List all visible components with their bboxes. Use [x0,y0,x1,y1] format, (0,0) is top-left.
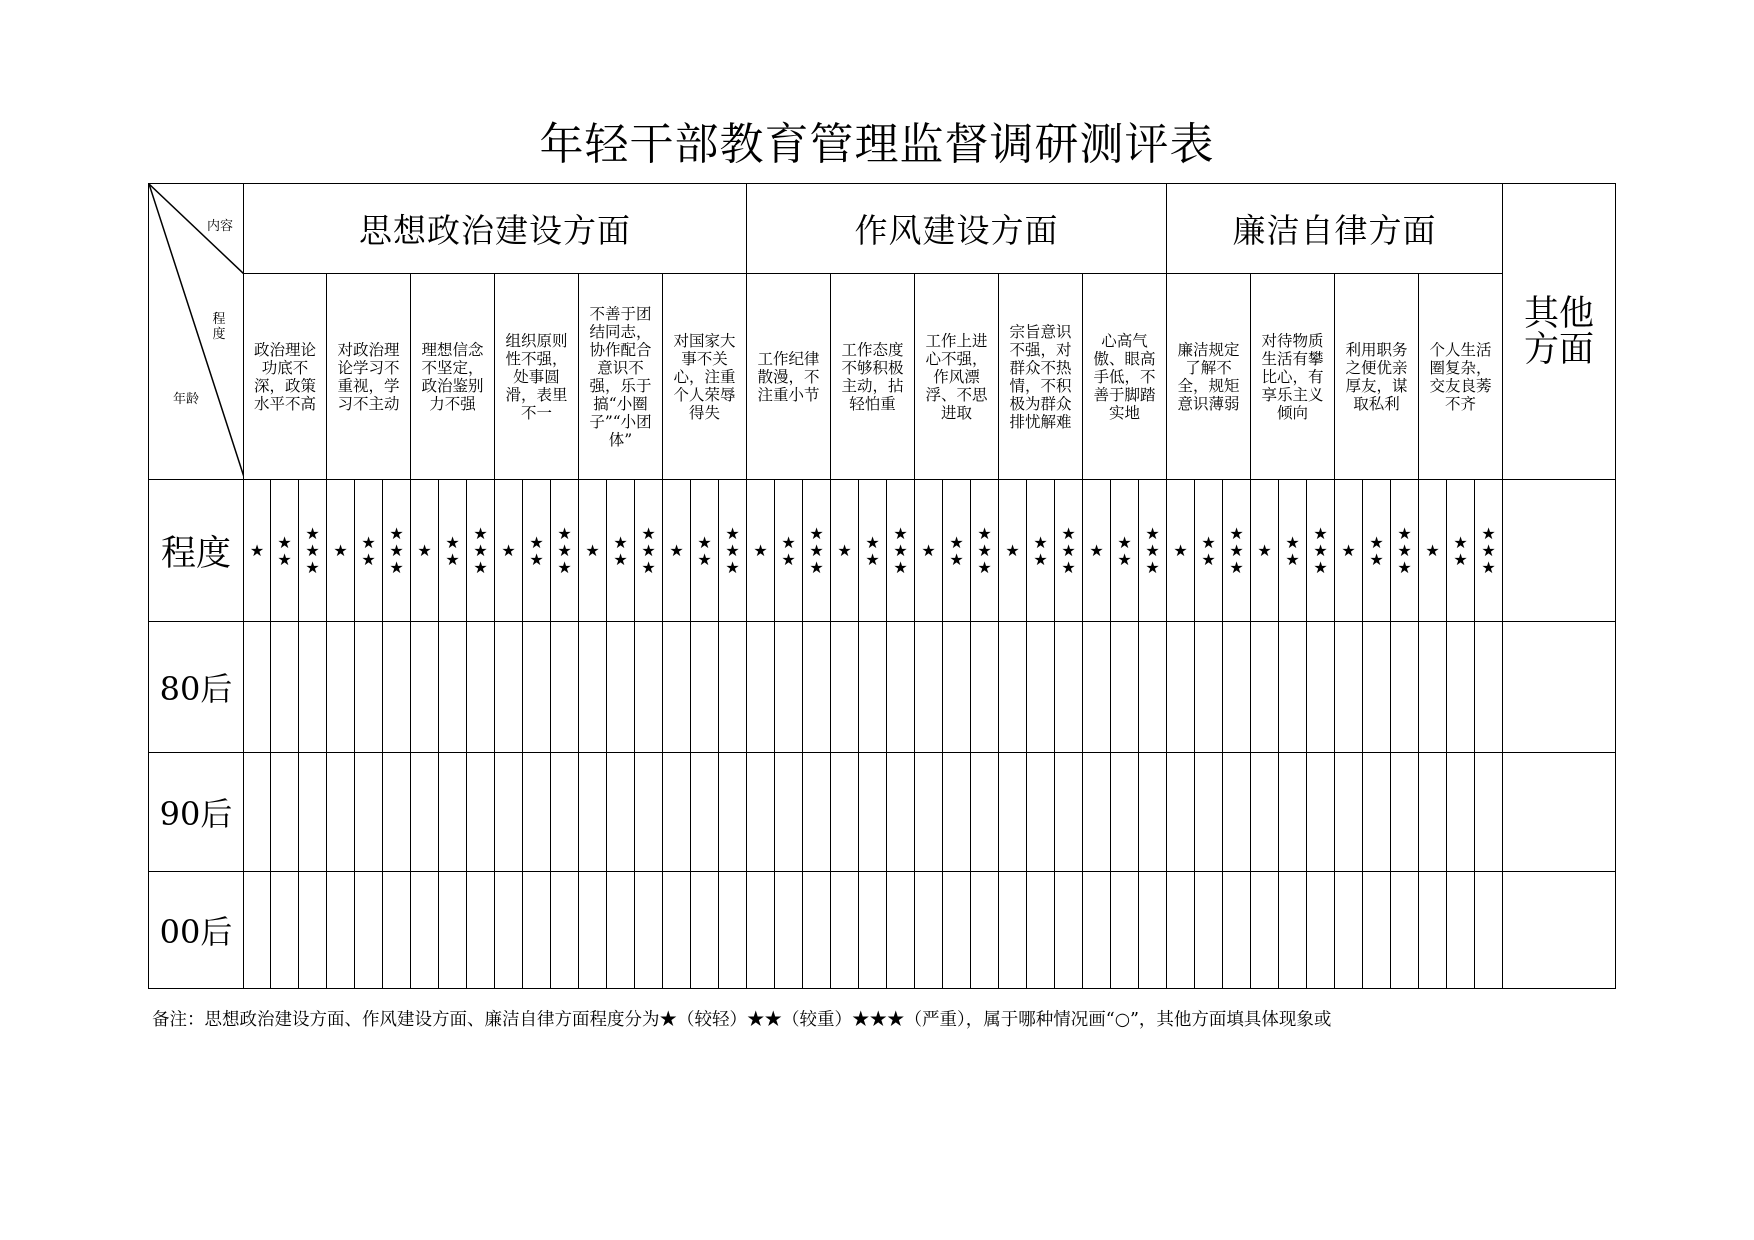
answer-cell[interactable] [551,753,579,872]
answer-cell[interactable] [579,872,607,989]
answer-cell[interactable] [747,622,775,753]
answer-cell[interactable] [271,872,299,989]
answer-cell[interactable] [859,872,887,989]
star-icon: ★★★ [1397,524,1412,577]
degree-row-label: 程度 [149,480,244,622]
answer-cell[interactable] [467,622,495,753]
answer-cell[interactable] [327,622,355,753]
answer-cell[interactable] [1223,872,1251,989]
star-level-1-item-10 [999,480,1027,622]
answer-cell[interactable] [1111,622,1139,753]
star-icon: ★★ [529,532,544,569]
evaluation-table [148,183,1616,989]
star-level-1-item-12 [1167,480,1195,622]
answer-cell[interactable] [999,872,1027,989]
star-level-1-item-1 [244,480,271,622]
answer-cell[interactable] [439,622,467,753]
star-level-1-item-9 [915,480,943,622]
item-header-5: 不善于团结同志，协作配合意识不强，乐于搞“小圈子”“小团体” [579,274,663,480]
star-level-3-item-3 [467,480,495,622]
star-icon: ★ [1005,541,1020,560]
other-answer-cell[interactable] [1503,872,1616,989]
answer-cell[interactable] [411,622,439,753]
answer-cell[interactable] [635,753,663,872]
answer-cell[interactable] [1223,622,1251,753]
answer-cell[interactable] [859,622,887,753]
answer-cell[interactable] [523,622,551,753]
item-header-9: 工作上进心不强，作风漂浮、不思进取 [915,274,999,480]
star-icon: ★★★ [473,524,488,577]
star-level-2-item-12 [1195,480,1223,622]
answer-cell[interactable] [467,753,495,872]
answer-cell[interactable] [915,622,943,753]
answer-cell[interactable] [1251,753,1279,872]
star-level-3-item-5 [635,480,663,622]
star-icon: ★★★ [1145,524,1160,577]
other-aspects-header [1503,184,1616,480]
star-icon: ★ [753,541,768,560]
star-level-2-item-5 [607,480,635,622]
answer-cell[interactable] [1027,753,1055,872]
answer-cell[interactable] [943,753,971,872]
answer-cell[interactable] [355,753,383,872]
answer-cell[interactable] [299,622,327,753]
star-icon: ★★ [1033,532,1048,569]
other-answer-cell[interactable] [1503,622,1616,753]
star-level-3-item-8 [887,480,915,622]
answer-cell[interactable] [495,622,523,753]
answer-cell[interactable] [719,753,747,872]
age-label: 80后 [149,622,244,753]
item-header-2: 对政治理论学习不重视，学习不主动 [327,274,411,480]
star-icon: ★★★ [305,524,320,577]
star-level-2-item-15 [1447,480,1475,622]
answer-cell[interactable] [719,872,747,989]
answer-cell[interactable] [887,872,915,989]
answer-cell[interactable] [1279,872,1307,989]
answer-cell[interactable] [775,622,803,753]
star-level-2-item-2 [355,480,383,622]
answer-cell[interactable] [271,622,299,753]
star-icon: ★★ [613,532,628,569]
answer-cell[interactable] [1447,753,1475,872]
answer-cell[interactable] [1195,622,1223,753]
answer-cell[interactable] [1167,622,1195,753]
answer-cell[interactable] [803,753,831,872]
answer-cell[interactable] [551,872,579,989]
star-icon: ★★ [1369,532,1384,569]
answer-cell[interactable] [1055,622,1083,753]
answer-cell[interactable] [1195,872,1223,989]
star-icon: ★ [585,541,600,560]
answer-cell[interactable] [1139,872,1167,989]
answer-cell[interactable] [943,872,971,989]
star-level-3-item-10 [1055,480,1083,622]
star-level-3-item-15 [1475,480,1503,622]
item-header-12: 廉洁规定了解不全，规矩意识薄弱 [1167,274,1251,480]
answer-cell[interactable] [691,872,719,989]
answer-cell[interactable] [551,622,579,753]
answer-cell[interactable] [1475,622,1503,753]
answer-cell[interactable] [439,753,467,872]
star-level-2-item-1 [271,480,299,622]
star-icon: ★★ [445,532,460,569]
answer-cell[interactable] [1307,753,1335,872]
page-title: 年轻干部教育管理监督调研测评表 [539,119,1215,170]
item-header-6: 对国家大事不关心，注重个人荣辱得失 [663,274,747,480]
star-icon: ★★★ [389,524,404,577]
answer-cell[interactable] [1251,622,1279,753]
answer-cell[interactable] [1475,753,1503,872]
answer-cell[interactable] [1391,872,1419,989]
answer-cell[interactable] [831,753,859,872]
answer-cell[interactable] [1111,872,1139,989]
star-level-2-item-14 [1363,480,1391,622]
star-icon: ★ [921,541,936,560]
star-icon: ★ [1425,541,1440,560]
answer-cell[interactable] [1391,753,1419,872]
star-level-3-item-14 [1391,480,1419,622]
answer-cell[interactable] [663,753,691,872]
answer-cell[interactable] [747,872,775,989]
answer-cell[interactable] [1111,753,1139,872]
star-level-2-item-7 [775,480,803,622]
star-level-3-item-13 [1307,480,1335,622]
answer-cell[interactable] [635,872,663,989]
star-level-3-item-9 [971,480,999,622]
star-level-1-item-2 [327,480,355,622]
star-icon: ★ [249,541,265,560]
answer-cell[interactable] [1167,753,1195,872]
star-icon: ★ [501,541,516,560]
answer-cell[interactable] [383,753,411,872]
star-level-2-item-13 [1279,480,1307,622]
age-row-00s [149,872,1616,989]
star-level-1-item-13 [1251,480,1279,622]
star-icon: ★ [837,541,852,560]
answer-cell[interactable] [747,753,775,872]
star-level-2-item-4 [523,480,551,622]
answer-cell[interactable] [383,872,411,989]
star-level-1-item-14 [1335,480,1363,622]
answer-cell[interactable] [1223,753,1251,872]
answer-cell[interactable] [663,872,691,989]
answer-cell[interactable] [607,622,635,753]
star-icon: ★★★ [641,524,656,577]
star-level-3-item-4 [551,480,579,622]
answer-cell[interactable] [663,622,691,753]
answer-cell[interactable] [1139,622,1167,753]
corner-label-degree: 程度 [212,312,226,342]
answer-cell[interactable] [887,753,915,872]
star-icon: ★★ [1453,532,1468,569]
section-political: 思想政治建设方面 [244,184,747,274]
star-level-1-item-6 [663,480,691,622]
answer-cell[interactable] [1167,872,1195,989]
star-level-3-item-6 [719,480,747,622]
answer-cell[interactable] [607,753,635,872]
star-icon: ★ [1089,541,1104,560]
answer-cell[interactable] [635,622,663,753]
answer-cell[interactable] [1139,753,1167,872]
star-icon: ★★ [949,532,964,569]
star-level-2-item-11 [1111,480,1139,622]
answer-cell[interactable] [495,753,523,872]
item-header-4: 组织原则性不强，处事圆滑，表里不一 [495,274,579,480]
age-row-90s [149,753,1616,872]
age-label: 00后 [149,872,244,989]
answer-cell[interactable] [1447,622,1475,753]
answer-cell[interactable] [1251,872,1279,989]
star-level-1-item-7 [747,480,775,622]
item-header-3: 理想信念不坚定，政治鉴别力不强 [411,274,495,480]
answer-cell[interactable] [1363,753,1391,872]
answer-cell[interactable] [383,622,411,753]
answer-cell[interactable] [859,753,887,872]
section-header-row [149,184,1616,274]
answer-cell[interactable] [1419,753,1447,872]
star-icon: ★★★ [1229,524,1244,577]
answer-cell[interactable] [1475,872,1503,989]
answer-cell[interactable] [1363,622,1391,753]
star-icon: ★★★ [1481,524,1496,577]
other-answer-cell[interactable] [1503,753,1616,872]
star-icon: ★★★ [977,524,992,577]
answer-cell[interactable] [1307,872,1335,989]
answer-cell[interactable] [691,622,719,753]
answer-cell[interactable] [523,872,551,989]
answer-cell[interactable] [1055,753,1083,872]
star-level-3-item-7 [803,480,831,622]
answer-cell[interactable] [943,622,971,753]
star-level-2-item-8 [859,480,887,622]
star-icon: ★★★ [1313,524,1328,577]
answer-cell[interactable] [1419,872,1447,989]
star-level-1-item-8 [831,480,859,622]
answer-cell[interactable] [299,753,327,872]
answer-cell[interactable] [1083,872,1111,989]
answer-cell[interactable] [971,753,999,872]
answer-cell[interactable] [355,872,383,989]
star-icon: ★★★ [1061,524,1076,577]
star-icon: ★★ [781,532,796,569]
answer-cell[interactable] [1279,753,1307,872]
item-header-7: 工作纪律散漫，不注重小节 [747,274,831,480]
section-integrity: 廉洁自律方面 [1167,184,1503,274]
answer-cell[interactable] [1363,872,1391,989]
item-header-1: 政治理论功底不深，政策水平不高 [244,274,327,480]
answer-cell[interactable] [271,753,299,872]
corner-header-cell [149,184,244,480]
answer-cell[interactable] [1027,622,1055,753]
star-icon: ★★ [865,532,880,569]
answer-cell[interactable] [299,872,327,989]
star-level-1-item-11 [1083,480,1111,622]
star-level-2-item-10 [1027,480,1055,622]
answer-cell[interactable] [244,753,271,872]
answer-cell[interactable] [775,753,803,872]
answer-cell[interactable] [327,872,355,989]
answer-cell[interactable] [1335,872,1363,989]
star-level-1-item-15 [1419,480,1447,622]
answer-cell[interactable] [831,622,859,753]
answer-cell[interactable] [971,622,999,753]
answer-cell[interactable] [495,872,523,989]
star-icon: ★★ [1117,532,1132,569]
answer-cell[interactable] [1419,622,1447,753]
star-icon: ★★ [1201,532,1216,569]
star-level-1-item-4 [495,480,523,622]
answer-cell[interactable] [411,872,439,989]
answer-cell[interactable] [523,753,551,872]
answer-cell[interactable] [719,622,747,753]
star-level-1-item-5 [579,480,607,622]
answer-cell[interactable] [803,872,831,989]
answer-cell[interactable] [579,753,607,872]
answer-cell[interactable] [439,872,467,989]
degree-row [149,480,1616,622]
age-label: 90后 [149,753,244,872]
answer-cell[interactable] [607,872,635,989]
star-icon: ★★★ [725,524,740,577]
answer-cell[interactable] [411,753,439,872]
item-header-15: 个人生活圈复杂，交友良莠不齐 [1419,274,1503,480]
answer-cell[interactable] [1083,753,1111,872]
answer-cell[interactable] [467,872,495,989]
answer-cell[interactable] [579,622,607,753]
corner-label-content: 内容 [206,219,233,234]
star-level-2-item-9 [943,480,971,622]
star-level-2-item-3 [439,480,467,622]
answer-cell[interactable] [887,622,915,753]
answer-cell[interactable] [1027,872,1055,989]
answer-cell[interactable] [915,753,943,872]
star-level-3-item-12 [1223,480,1251,622]
item-header-13: 对待物质生活有攀比心，有享乐主义倾向 [1251,274,1335,480]
corner-label-age: 年龄 [173,392,200,407]
star-icon: ★★ [277,532,292,569]
star-icon: ★★★ [557,524,572,577]
answer-cell[interactable] [355,622,383,753]
star-level-3-item-1 [299,480,327,622]
star-icon: ★ [1341,541,1356,560]
star-icon: ★★★ [809,524,824,577]
answer-cell[interactable] [831,872,859,989]
answer-cell[interactable] [803,622,831,753]
star-icon: ★ [1173,541,1188,560]
answer-cell[interactable] [244,872,271,989]
answer-cell[interactable] [1335,622,1363,753]
answer-cell[interactable] [1279,622,1307,753]
answer-cell[interactable] [327,753,355,872]
other-aspects-label: 其他方面 [1523,293,1594,370]
star-icon: ★ [669,541,684,560]
answer-cell[interactable] [1083,622,1111,753]
degree-other-cell[interactable] [1503,480,1616,622]
star-icon: ★★ [361,532,376,569]
star-icon: ★ [1257,541,1272,560]
item-header-14: 利用职务之便优亲厚友，谋取私利 [1335,274,1419,480]
age-row-80s [149,622,1616,753]
answer-cell[interactable] [971,872,999,989]
star-level-3-item-11 [1139,480,1167,622]
answer-cell[interactable] [244,622,271,753]
section-work-style: 作风建设方面 [747,184,1167,274]
star-icon: ★ [417,541,432,560]
answer-cell[interactable] [1055,872,1083,989]
star-icon: ★★★ [893,524,908,577]
answer-cell[interactable] [1307,622,1335,753]
answer-cell[interactable] [915,872,943,989]
answer-cell[interactable] [1335,753,1363,872]
answer-cell[interactable] [999,753,1027,872]
answer-cell[interactable] [1447,872,1475,989]
answer-cell[interactable] [999,622,1027,753]
star-icon: ★ [333,541,348,560]
star-level-2-item-6 [691,480,719,622]
star-level-3-item-2 [383,480,411,622]
answer-cell[interactable] [1391,622,1419,753]
item-header-11: 心高气傲、眼高手低，不善于脚踏实地 [1083,274,1167,480]
star-icon: ★★ [697,532,712,569]
star-icon: ★★ [1285,532,1300,569]
item-header-10: 宗旨意识不强，对群众不热情，不积极为群众排忧解难 [999,274,1083,480]
footnote: 备注：思想政治建设方面、作风建设方面、廉洁自律方面程度分为★（较轻）★★（较重）★★★（严重），属于哪种情况画“○”，其他方面填具体现象或 [152,1010,1332,1030]
answer-cell[interactable] [1195,753,1223,872]
star-level-1-item-3 [411,480,439,622]
item-header-8: 工作态度不够积极主动，拈轻怕重 [831,274,915,480]
answer-cell[interactable] [691,753,719,872]
answer-cell[interactable] [775,872,803,989]
items-row [149,274,1616,480]
